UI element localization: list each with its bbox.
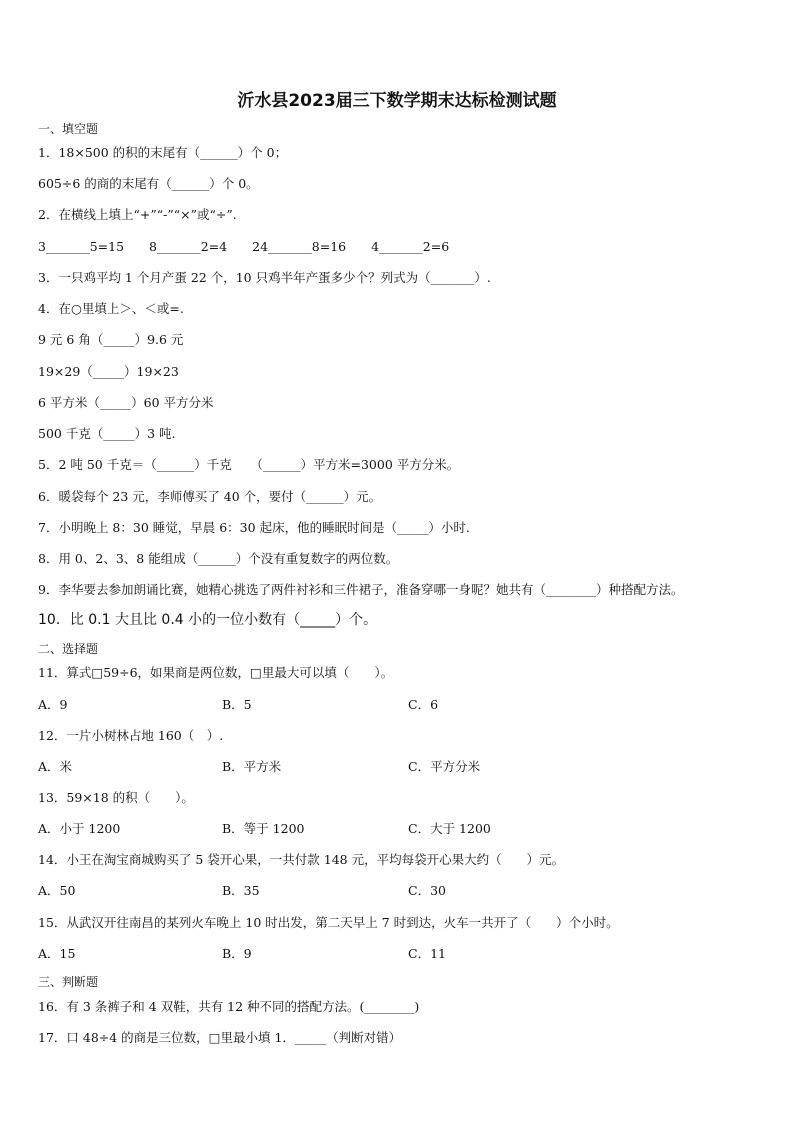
question-15-option-b: B．9 <box>222 946 252 961</box>
page-title: 沂水县2023届三下数学期末达标检测试题 <box>237 91 557 111</box>
question-13-option-a: A．小于 1200 <box>38 821 121 836</box>
question-9: 9．李华要去参加朗诵比赛，她精心挑选了两件衬衫和三件裙子，准备穿哪一身呢？她共有（________）种搭配方法。 <box>38 582 684 597</box>
question-15: 15．从武汉开往南昌的某列火车晚上 10 时出发，第二天早上 7 时到达，火车一共开了（ ）个小时。 <box>38 915 619 930</box>
section-choice-heading: 二、选择题 <box>38 642 99 656</box>
question-12-option-a: A．米 <box>38 759 73 774</box>
question-12-option-b: B．平方米 <box>222 759 282 774</box>
question-13-option-b: B．等于 1200 <box>222 821 305 836</box>
question-6: 6．暖袋每个 23 元，李师傅买了 40 个，要付（______）元。 <box>38 489 382 504</box>
question-14-option-c: C．30 <box>408 883 446 898</box>
section-judge-heading: 三、判断题 <box>38 975 99 989</box>
question-1b: 605÷6 的商的末尾有（______）个 0。 <box>38 176 259 191</box>
question-8: 8．用 0、2、3、8 能组成（______）个没有重复数字的两位数。 <box>38 551 399 566</box>
question-13-option-c: C．大于 1200 <box>408 821 491 836</box>
question-14-option-b: B．35 <box>222 883 260 898</box>
question-4: 4．在○里填上＞、＜或=. <box>38 301 184 316</box>
question-4d: 500 千克（_____）3 吨. <box>38 426 176 441</box>
question-13: 13．59×18 的积（ ）。 <box>38 790 194 805</box>
question-2: 2．在横线上填上“+”“-”“×”或“÷”. <box>38 207 237 222</box>
question-11-option-c: C．6 <box>408 697 439 712</box>
question-11-option-b: B．5 <box>222 697 252 712</box>
question-5: 5．2 吨 50 千克＝（______）千克 （______）平方米=3000 平方分米。 <box>38 457 460 472</box>
question-15-option-a: A．15 <box>38 946 76 961</box>
question-4a: 9 元 6 角（_____）9.6 元 <box>38 332 184 347</box>
question-7: 7．小明晚上 8：30 睡觉，早晨 6：30 起床，他的睡眠时间是（_____）小时. <box>38 520 470 535</box>
question-14-option-a: A．50 <box>38 883 76 898</box>
question-3: 3．一只鸡平均 1 个月产蛋 22 个，10 只鸡半年产蛋多少个？列式为（_______）. <box>38 270 491 285</box>
question-2-items: 3_______5=15 8_______2=4 24_______8=16 4_______2=6 <box>38 239 450 254</box>
question-11-option-a: A．9 <box>38 697 68 712</box>
question-4c: 6 平方米（_____）60 平方分米 <box>38 395 214 410</box>
question-14: 14．小王在淘宝商城购买了 5 袋开心果，一共付款 148 元，平均每袋开心果大约（ ）元。 <box>38 852 565 867</box>
question-1a: 1．18×500 的积的末尾有（______）个 0； <box>38 145 288 160</box>
question-12-option-c: C．平方分米 <box>408 759 481 774</box>
question-11: 11．算式□59÷6，如果商是两位数，□里最大可以填（ ）。 <box>38 665 394 680</box>
question-16: 16．有 3 条裤子和 4 双鞋，共有 12 种不同的搭配方法。(________) <box>38 999 420 1014</box>
question-10: 10．比 0.1 大且比 0.4 小的一位小数有（_____）个。 <box>38 612 378 628</box>
question-12: 12．一片小树林占地 160（ ）. <box>38 728 224 743</box>
question-17: 17．口 48÷4 的商是三位数，□里最小填 1．_____（判断对错） <box>38 1030 402 1045</box>
section-fill-heading: 一、填空题 <box>38 122 99 136</box>
question-4b: 19×29（_____）19×23 <box>38 364 179 379</box>
question-15-option-c: C．11 <box>408 946 446 961</box>
